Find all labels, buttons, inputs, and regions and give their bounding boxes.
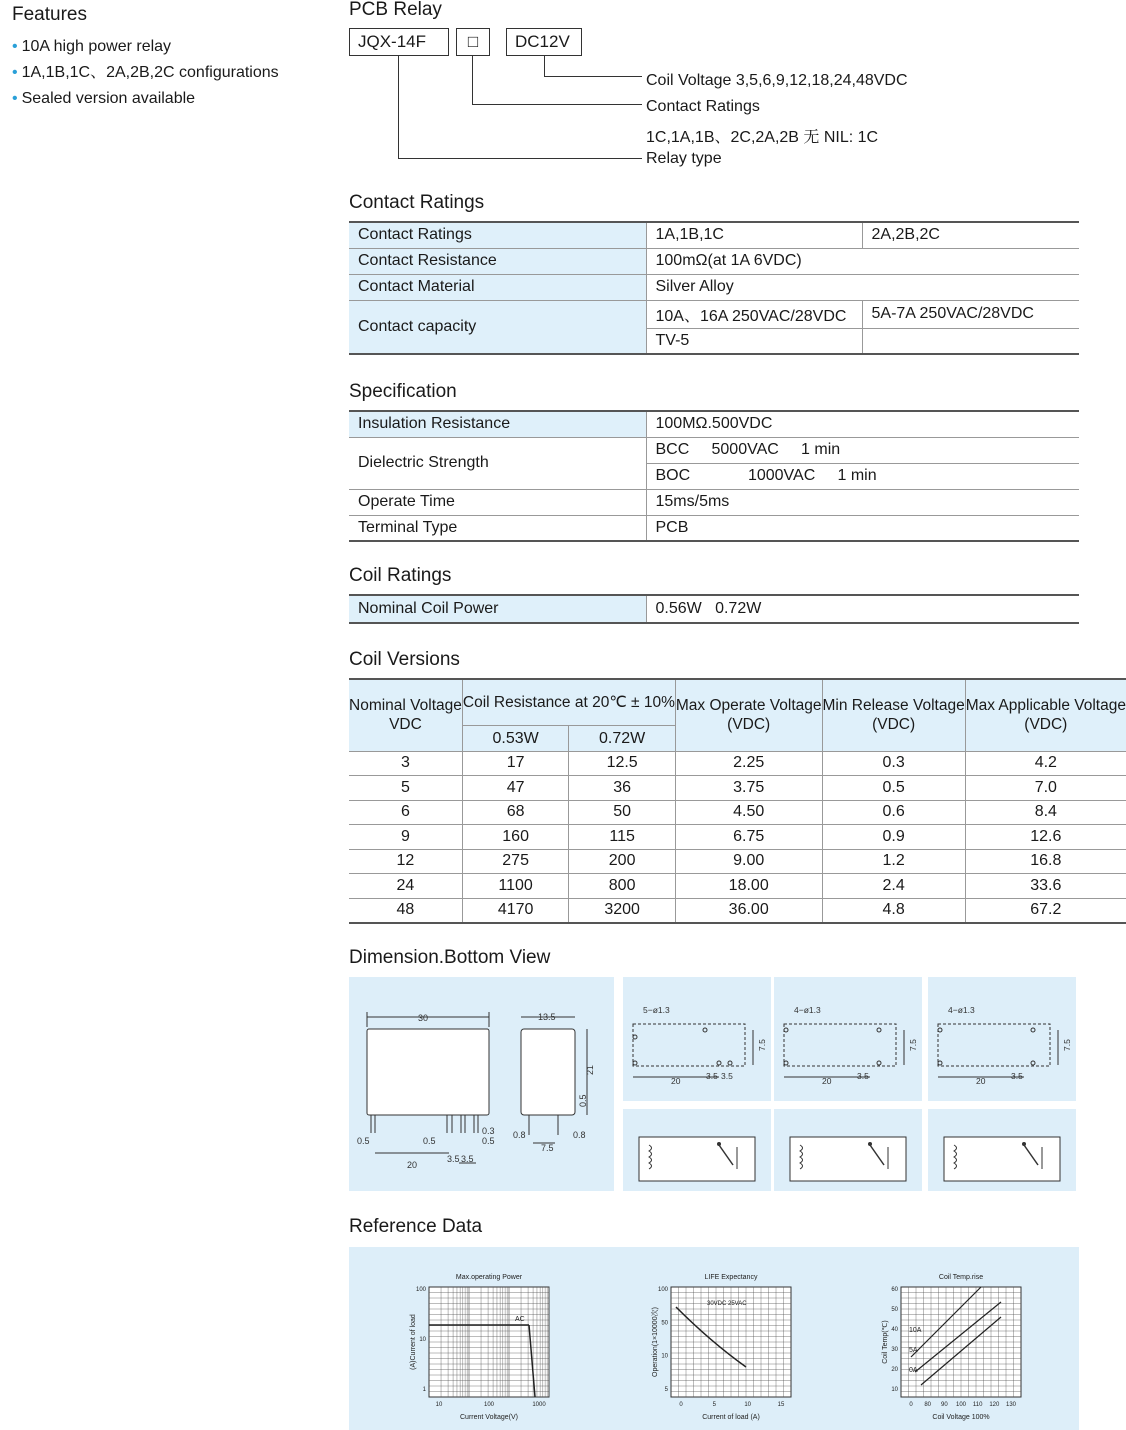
contact-schematic-panel [623,1109,771,1191]
svg-text:130: 130 [1005,1402,1017,1408]
coil-voltage-desc: Coil Voltage 3,5,6,9,12,18,24,48VDC [646,72,908,89]
svg-text:20: 20 [822,1076,832,1086]
list-item: • 10A high power relay [12,38,172,55]
svg-text:0.5: 0.5 [482,1136,495,1146]
svg-text:21: 21 [585,1064,595,1075]
svg-text:0.8: 0.8 [573,1130,586,1140]
contact-ratings-desc: Contact Ratings [646,98,760,115]
svg-text:50: 50 [891,1307,898,1313]
table-row: 0.53W 0.72W [349,725,1126,751]
pcb-layout-panel [928,977,1076,1101]
table-row: Nominal Coil Power 0.56W 0.72W [349,595,1079,623]
relay-schematic-icon [928,1109,1076,1191]
list-item: • 1A,1B,1C、2A,2B,2C configurations [12,64,279,81]
svg-text:10: 10 [661,1353,668,1360]
table-row: Operate Time 15ms/5ms [349,489,1079,515]
svg-text:80: 80 [924,1402,932,1408]
svg-text:0.5: 0.5 [578,1094,588,1107]
svg-text:3.5: 3.5 [857,1071,869,1081]
relay-schematic-icon [774,1109,922,1191]
reference-graph [410,1274,549,1421]
svg-text:20: 20 [891,1367,898,1373]
reference-graphs [349,1247,1079,1430]
svg-text:5−ø1.3: 5−ø1.3 [643,1005,670,1015]
svg-text:110: 110 [972,1402,983,1408]
svg-text:7.5: 7.5 [757,1039,767,1051]
features-section [12,4,279,112]
table-row: Contact Ratings 1A,1B,1C 2A,2B,2C [349,222,1079,248]
svg-text:120: 120 [989,1402,1000,1408]
svg-text:7.5: 7.5 [541,1143,554,1153]
reference-data-title: Reference Data [349,1216,483,1237]
relay-schematic-icon [623,1109,771,1191]
svg-text:3.5: 3.5 [447,1154,460,1164]
table-row: 9 160 115 6.75 0.9 12.6 [349,825,1126,850]
svg-text:3.5: 3.5 [461,1154,474,1164]
svg-text:0A: 0A [909,1367,918,1374]
table-row: Contact capacity 10A、16A 250VAC/28VDC 5A-7A 250VAC/28VDC [349,300,1079,328]
svg-text:7.5: 7.5 [908,1039,918,1051]
svg-text:100: 100 [415,1287,426,1293]
svg-text:13.5: 13.5 [538,1012,556,1022]
table-row: Nominal Voltage VDC Coil Resistance at 20℃ ± 10% Max Operate Voltage (VDC) Min Release Voltage (VDC) Max Applicable Voltage (VDC) [349,679,1126,725]
specification-table [349,410,1079,542]
svg-text:15: 15 [777,1402,785,1408]
svg-text:(A)Current of load: (A)Current of load [410,1314,417,1370]
dimension-title: Dimension.Bottom View [349,947,551,968]
model-code-box: JQX-14F [349,28,449,56]
svg-text:Coil Voltage 100%: Coil Voltage 100% [932,1414,990,1421]
svg-text:Operation(1×10000次): Operation(1×10000次) [652,1307,659,1377]
svg-text:30: 30 [891,1347,898,1353]
dimension-drawing-panel [349,977,614,1191]
relay-type-desc: Relay type [646,150,722,167]
svg-text:10: 10 [419,1337,426,1343]
svg-text:10: 10 [891,1387,898,1393]
reference-graph [882,1274,1021,1421]
table-row: Terminal Type PCB [349,515,1079,541]
table-row: 12 275 200 9.00 1.2 16.8 [349,849,1126,874]
svg-text:20: 20 [976,1076,986,1086]
svg-text:Current of load (A): Current of load (A) [702,1414,760,1421]
pcb-layout-panel [774,977,922,1101]
svg-text:10: 10 [435,1402,443,1408]
svg-text:30: 30 [418,1013,429,1023]
svg-text:4−ø1.3: 4−ø1.3 [794,1005,821,1015]
svg-text:20: 20 [671,1076,681,1086]
coil-ratings-table [349,594,1079,624]
svg-text:3.5: 3.5 [1011,1071,1023,1081]
table-row: Insulation Resistance 100MΩ.500VDC [349,411,1079,437]
svg-text:LIFE Expectancy: LIFE Expectancy [704,1274,758,1281]
svg-text:AC: AC [515,1316,525,1323]
table-row: 6 68 50 4.50 0.6 8.4 [349,800,1126,825]
pcb-layout-panel [623,977,771,1101]
svg-text:1000: 1000 [532,1402,546,1408]
contact-ratings-title: Contact Ratings [349,192,485,213]
svg-text:10A: 10A [909,1327,922,1334]
svg-text:90: 90 [940,1402,948,1408]
table-row: TV-5 [349,328,1079,354]
svg-text:4−ø1.3: 4−ø1.3 [948,1005,975,1015]
pcb-hole-diagram [774,977,922,1101]
table-row: 3 17 12.5 2.25 0.3 4.2 [349,751,1126,776]
svg-text:0.5: 0.5 [357,1136,370,1146]
svg-text:10: 10 [744,1402,752,1408]
pcb-hole-diagram [928,977,1076,1101]
svg-text:0.5: 0.5 [423,1136,436,1146]
svg-text:3.5: 3.5 [721,1071,733,1081]
contact-schematic-panel [928,1109,1076,1191]
svg-text:Max.operating Power: Max.operating Power [455,1274,523,1281]
svg-text:100: 100 [657,1287,668,1293]
relay-outline-drawing [349,977,614,1191]
svg-text:Coil Temp.rise: Coil Temp.rise [938,1274,984,1281]
svg-text:30VDC 25VAC: 30VDC 25VAC [707,1301,747,1307]
coil-code-box: DC12V [506,28,582,56]
table-row: Contact Material Silver Alloy [349,274,1079,300]
svg-text:5: 5 [712,1402,717,1408]
svg-text:0: 0 [679,1402,683,1408]
features-list [12,34,279,112]
features-title: Features [12,4,87,25]
table-row: 5 47 36 3.75 0.5 7.0 [349,776,1126,801]
coil-ratings-title: Coil Ratings [349,565,452,586]
svg-text:0.8: 0.8 [513,1130,526,1140]
pcb-hole-diagram [623,977,771,1101]
svg-text:1: 1 [422,1387,426,1393]
svg-text:100: 100 [483,1402,495,1408]
table-row: 48 4170 3200 36.00 4.8 67.2 [349,898,1126,923]
svg-text:0.3: 0.3 [482,1126,495,1136]
pcb-relay-title: PCB Relay [349,0,442,20]
svg-text:5: 5 [664,1387,668,1393]
specification-title: Specification [349,381,457,402]
contact-schematic-panel [774,1109,922,1191]
svg-text:60: 60 [891,1287,898,1293]
table-row: BOC 1000VAC 1 min [349,463,1079,489]
table-row: Contact Resistance 100mΩ(at 1A 6VDC) [349,248,1079,274]
svg-text:3.5: 3.5 [706,1071,718,1081]
table-row: Dielectric Strength BCC 5000VAC 1 min [349,437,1079,463]
contact-options-desc: 1C,1A,1B、2C,2A,2B 无 NIL: 1C [646,129,879,146]
reference-data-panel [349,1247,1079,1430]
svg-text:Current Voltage(V): Current Voltage(V) [460,1414,518,1421]
svg-text:Coil Temp(℃): Coil Temp(℃) [882,1320,889,1364]
svg-text:5A: 5A [909,1347,918,1354]
svg-text:100: 100 [955,1402,967,1408]
svg-text:20: 20 [407,1160,418,1170]
svg-text:0: 0 [909,1402,913,1408]
table-row: 24 1100 800 18.00 2.4 33.6 [349,874,1126,899]
reference-graph [650,1274,791,1421]
svg-text:7.5: 7.5 [1062,1039,1072,1051]
svg-text:40: 40 [891,1327,898,1333]
coil-versions-title: Coil Versions [349,649,460,670]
svg-text:50: 50 [661,1320,668,1327]
list-item: • Sealed version available [12,90,196,107]
coil-versions-table [349,678,1126,924]
option-code-box: □ [456,28,490,56]
contact-ratings-table [349,221,1079,355]
